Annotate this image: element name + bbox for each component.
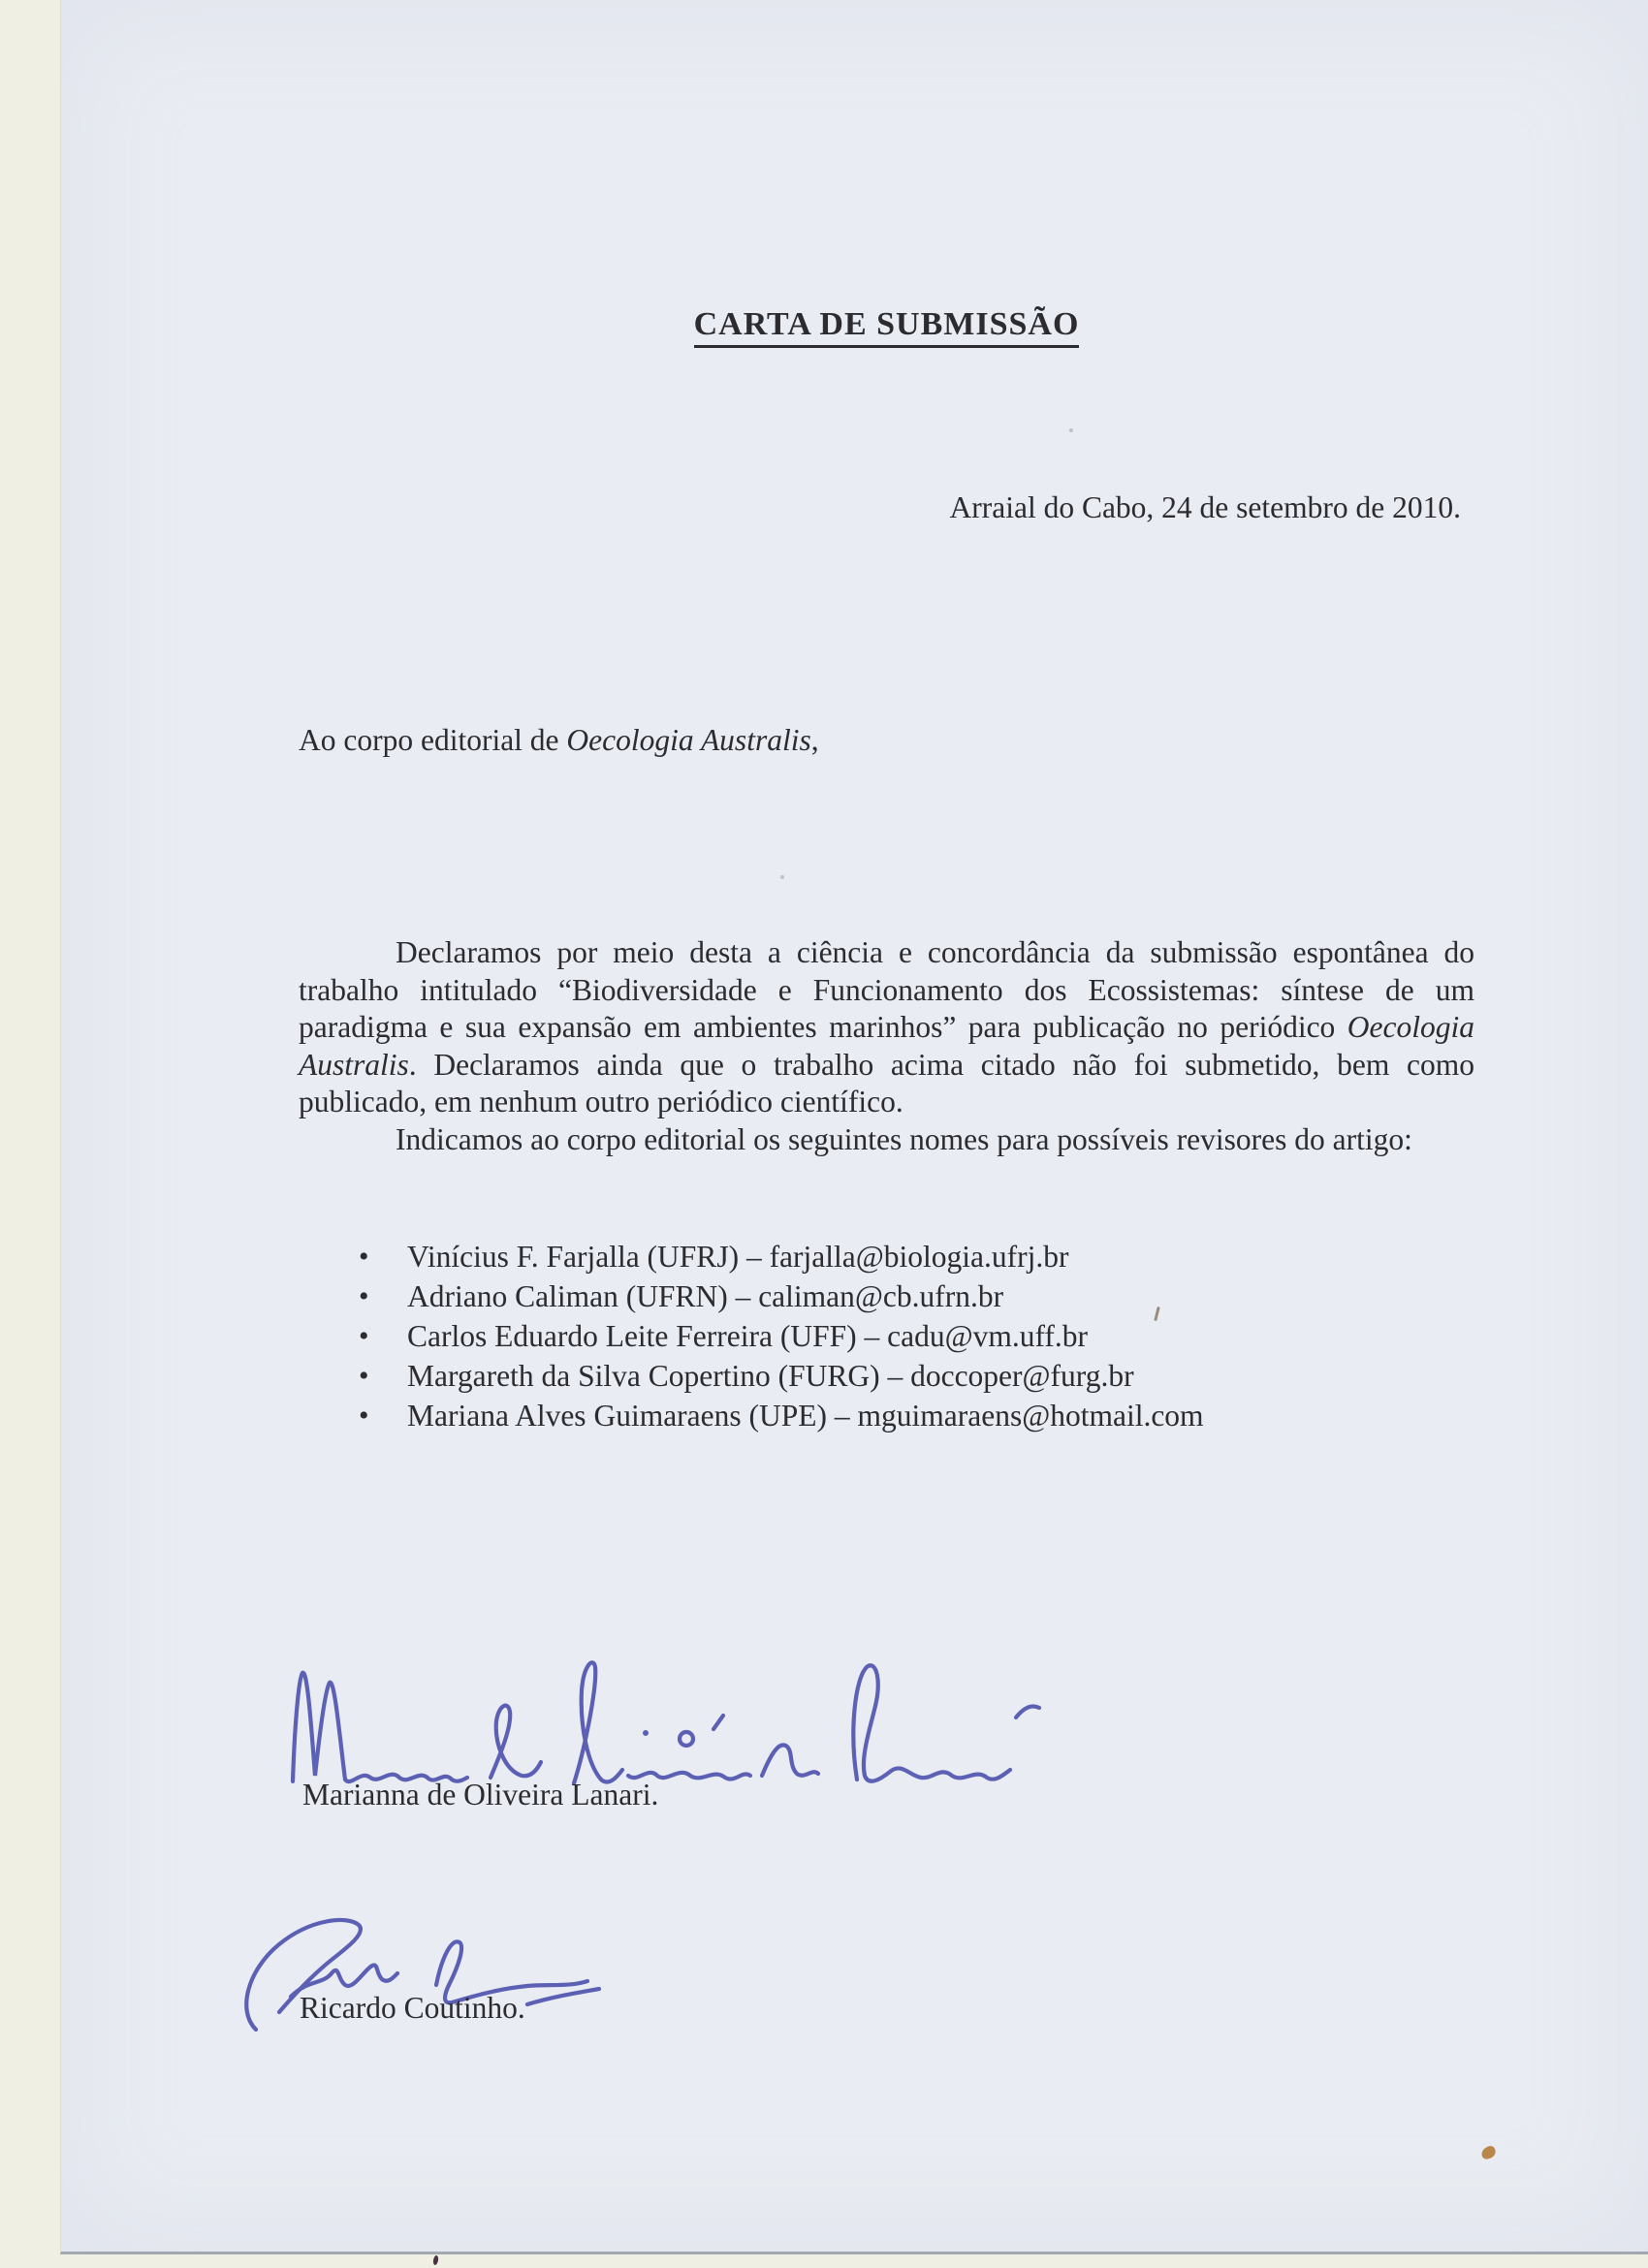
journal-name: Oecologia Australis <box>299 1010 1474 1082</box>
salutation-prefix: Ao corpo editorial de <box>299 723 567 757</box>
bullet-icon: • <box>359 1400 369 1432</box>
date-line: Arraial do Cabo, 24 de setembro de 2010. <box>949 490 1461 524</box>
list-item <box>359 1237 1425 1276</box>
salutation-suffix: , <box>810 723 819 757</box>
reviewer-entry: Mariana Alves Guimaraens (UPE) – mguimaraens@hotmail.com <box>407 1399 1204 1433</box>
journal-name: Oecologia Australis <box>566 723 811 757</box>
list-item <box>359 1276 1425 1316</box>
paragraph-reviewers-intro: Indicamos ao corpo editorial os seguintes nomes para possíveis revisores do artigo: <box>396 1121 1412 1156</box>
reviewer-entry: Vinícius F. Farjalla (UFRJ) – farjalla@biologia.ufrj.br <box>407 1240 1069 1274</box>
reviewer-entry: Carlos Eduardo Leite Ferreira (UFF) – cadu@vm.uff.br <box>407 1319 1088 1353</box>
scan-speck <box>780 875 784 879</box>
list-item <box>359 1356 1425 1396</box>
bullet-icon: • <box>359 1280 369 1312</box>
typed-name-marianna: Marianna de Oliveira Lanari. <box>302 1778 659 1811</box>
scan-speck <box>1069 428 1073 432</box>
list-item <box>359 1316 1425 1356</box>
body-paragraphs <box>299 934 1474 1158</box>
list-item <box>359 1396 1425 1435</box>
bullet-icon: • <box>359 1360 369 1392</box>
typed-name-ricardo: Ricardo Coutinho. <box>300 1991 525 2025</box>
reviewer-list <box>359 1237 1425 1435</box>
paragraph-declaration: Declaramos por meio desta a ciência e concordância da submissão espontânea do trabalho intitulado “Biodiversidade e Funcionamento dos Ecossistemas: síntese de um paradigma e sua expansão em ambientes marinhos” para publicação no periódico Oecologia Australis. Declaramos ainda que o trabalho acima citado não foi submetido, bem como publicado, em nenhum outro periódico científico. <box>299 935 1474 1118</box>
scan-speck <box>1479 2144 1498 2160</box>
scan-speck <box>432 2255 439 2266</box>
salutation <box>299 721 819 760</box>
bullet-icon: • <box>359 1241 369 1273</box>
reviewer-entry: Margareth da Silva Copertino (FURG) – doccoper@furg.br <box>407 1359 1134 1393</box>
reviewer-entry: Adriano Caliman (UFRN) – caliman@cb.ufrn.br <box>407 1279 1004 1313</box>
bullet-icon: • <box>359 1320 369 1352</box>
letter-title-text: CARTA DE SUBMISSÃO <box>694 306 1080 348</box>
letter-title <box>299 304 1474 345</box>
